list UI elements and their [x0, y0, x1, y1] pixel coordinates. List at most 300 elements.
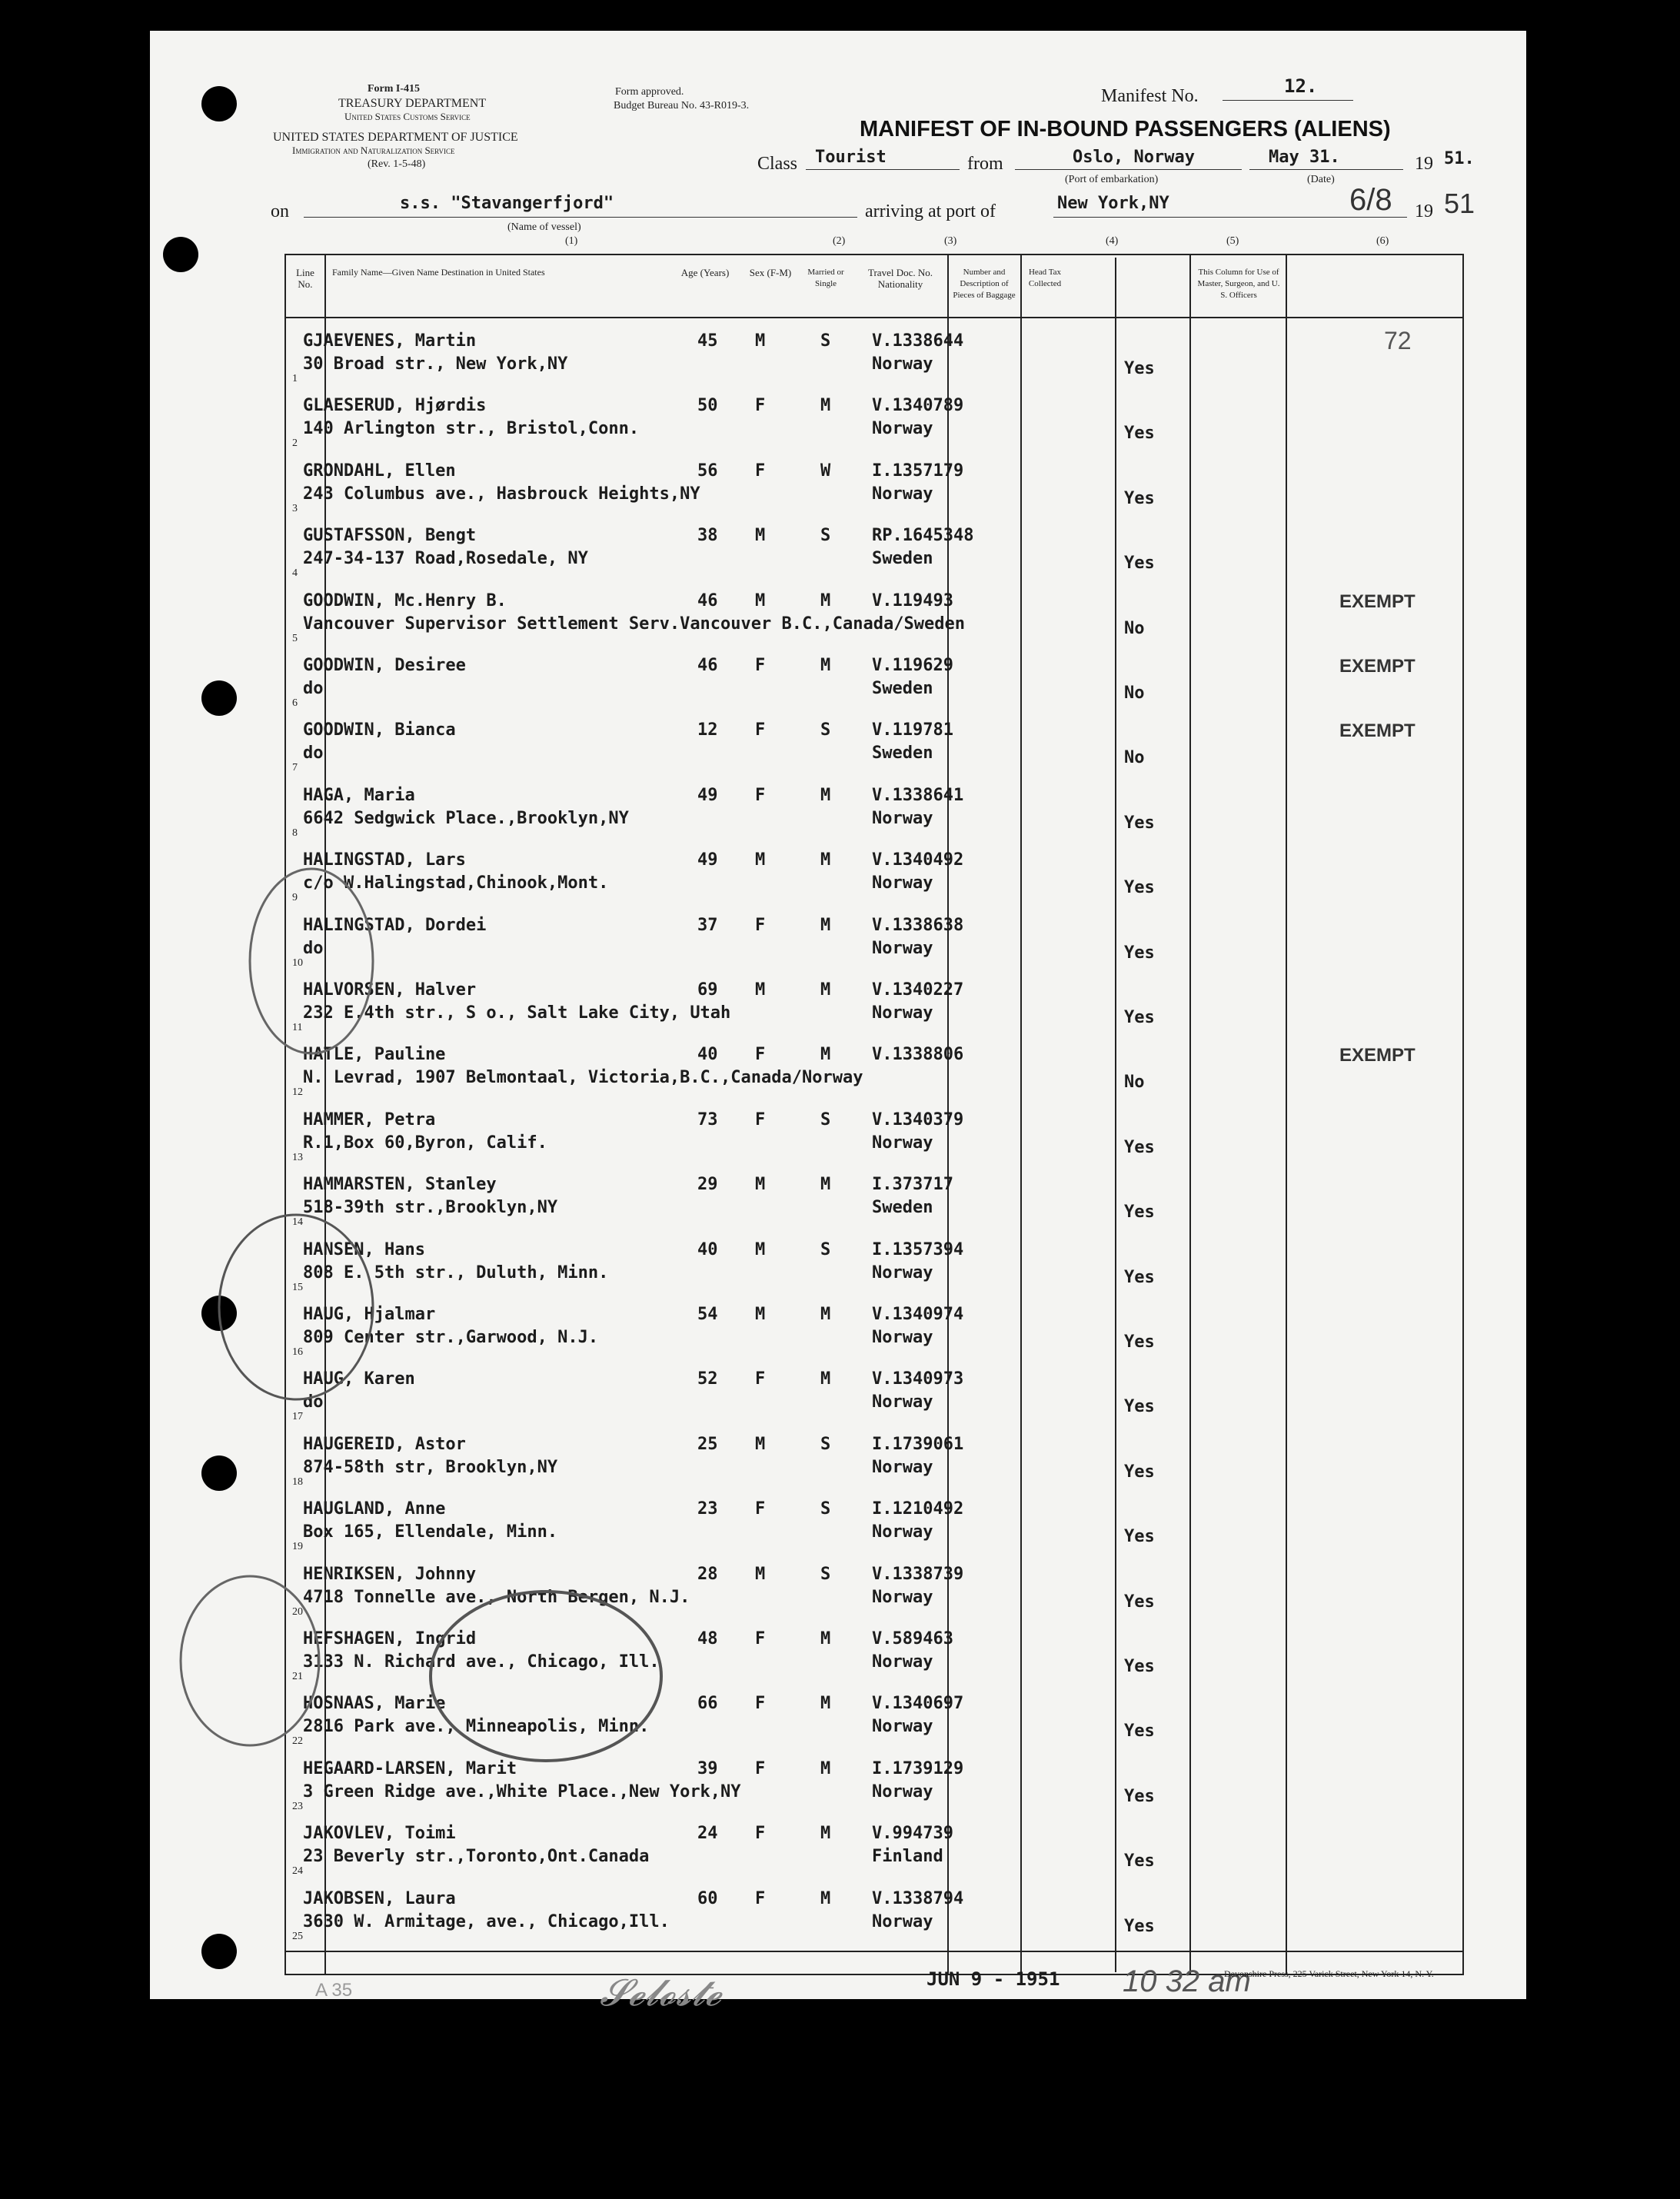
col-num-4: (4)	[1106, 235, 1119, 247]
travel-doc-number: I.1357394	[872, 1239, 964, 1259]
travel-doc-number: V.1338806	[872, 1045, 964, 1065]
col-num-5: (5)	[1226, 235, 1239, 247]
passenger-destination: 3630 W. Armitage, ave., Chicago,Ill.	[303, 1911, 670, 1931]
passenger-age: 40	[697, 1239, 718, 1259]
travel-doc-number: V.1340974	[872, 1305, 964, 1324]
header-officers: This Column for Use of Master, Surgeon, and U. S. Officers	[1197, 268, 1280, 300]
passenger-age: 24	[697, 1824, 718, 1844]
manifest-title: MANIFEST OF IN-BOUND PASSENGERS (ALIENS)	[860, 117, 1391, 141]
nationality: Sweden	[872, 549, 933, 569]
manifest-number: 12.	[1284, 75, 1318, 97]
table-row	[286, 1100, 1462, 1164]
header-divider	[286, 317, 1462, 318]
marital-status: S	[820, 1499, 831, 1519]
table-row	[286, 1489, 1462, 1553]
passenger-destination: 2816 Park ave., Minneapolis, Minn.	[303, 1717, 650, 1737]
passenger-name: HENRIKSEN, Johnny	[303, 1564, 477, 1584]
passenger-sex: M	[755, 591, 766, 610]
header-name: Family Name—Given Name Destination in United States	[332, 267, 545, 278]
line-number: 25	[292, 1930, 303, 1942]
from-label: from	[967, 154, 1003, 174]
marital-status: M	[820, 591, 831, 610]
handwritten-time: 10 32 am	[1123, 1964, 1251, 1998]
officer-note: EXEMPT	[1339, 720, 1416, 742]
head-tax: Yes	[1124, 1137, 1155, 1157]
travel-doc-number: V.1340697	[872, 1694, 964, 1714]
page-stamp-number: 72	[1384, 327, 1412, 354]
passenger-sex: F	[755, 396, 766, 416]
marital-status: S	[820, 1109, 831, 1129]
head-tax: Yes	[1124, 554, 1155, 574]
passenger-sex: F	[755, 1109, 766, 1129]
passenger-sex: F	[755, 915, 766, 935]
stamp-circle	[181, 1576, 319, 1745]
passenger-name: HAUGEREID, Astor	[303, 1434, 466, 1454]
officer-note: EXEMPT	[1339, 591, 1416, 612]
marital-status: M	[820, 396, 831, 416]
nationality: Sweden	[872, 679, 933, 698]
passenger-name: HEFSHAGEN, Ingrid	[303, 1629, 477, 1648]
passenger-destination: R.1,Box 60,Byron, Calif.	[303, 1133, 547, 1153]
marital-status: M	[820, 1045, 831, 1065]
passenger-sex: F	[755, 720, 766, 740]
passenger-name: GRONDAHL, Ellen	[303, 461, 456, 481]
from-value: Oslo, Norway	[1073, 148, 1195, 167]
nationality: Norway	[872, 1522, 933, 1542]
passenger-age: 38	[697, 526, 718, 546]
line-number: 11	[292, 1022, 303, 1033]
table-row	[286, 840, 1462, 904]
nationality: Norway	[872, 1133, 933, 1153]
marital-status: W	[820, 461, 831, 481]
marital-status: M	[820, 1369, 831, 1389]
nationality: Norway	[872, 419, 933, 439]
passenger-destination: 30 Broad str., New York,NY	[303, 354, 568, 374]
date-underline	[1249, 169, 1403, 170]
travel-doc-number: V.119493	[872, 591, 953, 610]
nationality: Norway	[872, 1587, 933, 1607]
travel-doc-number: V.994739	[872, 1824, 953, 1844]
footer-divider	[286, 1951, 1462, 1952]
travel-doc-number: V.1340379	[872, 1109, 964, 1129]
passenger-destination: 140 Arlington str., Bristol,Conn.	[303, 419, 640, 439]
bottom-ref: A 35	[315, 1980, 353, 2001]
nationality: Sweden	[872, 1198, 933, 1218]
line-number: 22	[292, 1735, 303, 1748]
marital-status: S	[820, 526, 831, 546]
inspector-signature: 𝓢𝓮𝓵𝓸𝓼𝓽𝓮	[600, 1973, 722, 2014]
head-tax: Yes	[1124, 359, 1155, 378]
form-number: Form I-415	[368, 83, 421, 95]
marital-status: M	[820, 1305, 831, 1324]
header-baggage: Number and Description of Pieces of Baggage	[953, 268, 1016, 300]
line-number: 2	[292, 437, 298, 450]
marital-status: M	[820, 1694, 831, 1714]
passenger-sex: F	[755, 1499, 766, 1519]
passenger-age: 39	[697, 1758, 718, 1778]
table-row	[286, 1424, 1462, 1489]
travel-doc-number: I.1739061	[872, 1434, 964, 1454]
line-number: 3	[292, 502, 298, 514]
nationality: Norway	[872, 1003, 933, 1023]
passenger-destination: 808 E. 5th str., Duluth, Minn.	[303, 1263, 609, 1282]
marital-status: M	[820, 1629, 831, 1648]
line-number: 18	[292, 1475, 303, 1488]
line-number: 4	[292, 567, 298, 580]
passenger-sex: M	[755, 331, 766, 351]
passenger-destination: c/o W.Halingstad,Chinook,Mont.	[303, 873, 609, 893]
line-number: 5	[292, 632, 298, 644]
table-row	[286, 1229, 1462, 1294]
date-caption: (Date)	[1307, 174, 1335, 185]
passenger-name: HAUG, Karen	[303, 1369, 415, 1389]
passenger-age: 29	[697, 1175, 718, 1195]
head-tax: No	[1124, 618, 1145, 638]
passenger-name: GOODWIN, Bianca	[303, 720, 456, 740]
nationality: Norway	[872, 873, 933, 893]
passenger-name: GUSTAFSSON, Bengt	[303, 526, 477, 546]
passenger-name: HOSNAAS, Marie	[303, 1694, 446, 1714]
header-line-no: Line No.	[296, 267, 314, 290]
passenger-name: HALINGSTAD, Dordei	[303, 915, 487, 935]
passenger-destination: 6642 Sedgwick Place.,Brooklyn,NY	[303, 808, 629, 828]
passenger-sex: F	[755, 461, 766, 481]
marital-status: S	[820, 331, 831, 351]
form-approved: Form approved.	[615, 86, 684, 98]
nationality: Norway	[872, 484, 933, 504]
travel-doc-number: V.119781	[872, 720, 953, 740]
passenger-age: 23	[697, 1499, 718, 1519]
passenger-name: GJAEVENES, Martin	[303, 331, 477, 351]
passenger-destination: 243 Columbus ave., Hasbrouck Heights,NY	[303, 484, 700, 504]
passenger-sex: M	[755, 850, 766, 870]
line-number: 19	[292, 1541, 303, 1553]
nationality: Norway	[872, 1457, 933, 1477]
form-budget: Budget Bureau No. 43-R019-3.	[614, 100, 750, 111]
header-age: Age (Years)	[680, 267, 730, 278]
vessel-underline	[304, 217, 857, 218]
passenger-name: HALINGSTAD, Lars	[303, 850, 466, 870]
line-number: 14	[292, 1216, 303, 1229]
table-row	[286, 970, 1462, 1034]
marital-status: M	[820, 1175, 831, 1195]
marital-status: S	[820, 1564, 831, 1584]
travel-doc-number: V.1340789	[872, 396, 964, 416]
passenger-sex: F	[755, 1824, 766, 1844]
passenger-age: 45	[697, 331, 718, 351]
head-tax: Yes	[1124, 813, 1155, 833]
head-tax: Yes	[1124, 1462, 1155, 1482]
col-num-1: (1)	[565, 235, 578, 247]
head-tax: Yes	[1124, 1851, 1155, 1871]
col-divider-head-tax	[1115, 258, 1116, 1972]
class-underline	[806, 169, 960, 170]
head-tax: Yes	[1124, 1332, 1155, 1352]
marital-status: S	[820, 720, 831, 740]
marital-status: M	[820, 1824, 831, 1844]
table-row	[286, 515, 1462, 580]
passenger-sex: M	[755, 1239, 766, 1259]
on-label: on	[271, 201, 289, 221]
header-married: Married or Single	[807, 268, 844, 288]
arrival-date-handwritten: 6/8	[1349, 183, 1392, 217]
form-justice: UNITED STATES DEPARTMENT OF JUSTICE	[273, 131, 518, 144]
passenger-sex: M	[755, 1305, 766, 1324]
passenger-age: 66	[697, 1694, 718, 1714]
manifest-label: Manifest No.	[1101, 86, 1199, 106]
table-row	[286, 581, 1462, 645]
marital-status: M	[820, 1758, 831, 1778]
travel-doc-number: I.1357179	[872, 461, 964, 481]
passenger-sex: M	[755, 1175, 766, 1195]
head-tax: Yes	[1124, 1008, 1155, 1027]
passenger-sex: F	[755, 1045, 766, 1065]
passenger-age: 12	[697, 720, 718, 740]
head-tax: No	[1124, 748, 1145, 768]
class-label: Class	[757, 154, 798, 174]
head-tax: Yes	[1124, 1397, 1155, 1417]
passenger-sex: M	[755, 526, 766, 546]
line-number: 24	[292, 1865, 303, 1878]
table-row	[286, 1034, 1462, 1099]
nationality: Norway	[872, 1911, 933, 1931]
passenger-age: 49	[697, 785, 718, 805]
passenger-name: HATLE, Pauline	[303, 1045, 446, 1065]
head-tax: Yes	[1124, 1203, 1155, 1223]
col-num-2: (2)	[833, 235, 846, 247]
passenger-age: 54	[697, 1305, 718, 1324]
passenger-name: JAKOVLEV, Toimi	[303, 1824, 456, 1844]
passenger-age: 69	[697, 980, 718, 1000]
passenger-age: 52	[697, 1369, 718, 1389]
marital-status: M	[820, 656, 831, 675]
line-number: 15	[292, 1281, 303, 1293]
stamp-circle	[219, 1215, 373, 1399]
from-underline	[1015, 169, 1242, 170]
passenger-sex: M	[755, 1434, 766, 1454]
travel-doc-number: V.1338638	[872, 915, 964, 935]
received-stamp: JUN 9 - 1951	[926, 1968, 1060, 1990]
passenger-name: HAUG, Hjalmar	[303, 1305, 436, 1324]
manifest-underline	[1223, 100, 1353, 101]
nationality: Norway	[872, 1263, 933, 1282]
header-sex: Sex (F-M)	[749, 267, 792, 278]
passenger-destination: 23 Beverly str.,Toronto,Ont.Canada	[303, 1847, 650, 1867]
passenger-age: 40	[697, 1045, 718, 1065]
passenger-age: 28	[697, 1564, 718, 1584]
head-tax: Yes	[1124, 943, 1155, 963]
line-number: 20	[292, 1605, 303, 1618]
line-number: 16	[292, 1346, 303, 1358]
passenger-sex: F	[755, 1888, 766, 1908]
col-num-3: (3)	[944, 235, 957, 247]
head-tax: No	[1124, 1073, 1145, 1093]
marital-status: S	[820, 1239, 831, 1259]
travel-doc-number: I.1739129	[872, 1758, 964, 1778]
table-row	[286, 385, 1462, 450]
header-travel-doc: Travel Doc. No. Nationality	[867, 267, 933, 290]
officer-note: EXEMPT	[1339, 1045, 1416, 1066]
travel-doc-number: I.1210492	[872, 1499, 964, 1519]
line-number: 8	[292, 827, 298, 839]
passenger-destination: Box 165, Ellendale, Minn.	[303, 1522, 558, 1542]
passenger-name: HAGA, Maria	[303, 785, 415, 805]
passenger-name: GOODWIN, Desiree	[303, 656, 466, 675]
arrival-year-handwritten: 51	[1444, 188, 1475, 219]
port-caption: (Port of embarkation)	[1065, 174, 1159, 185]
table-row	[286, 1294, 1462, 1359]
passenger-name: HAUGLAND, Anne	[303, 1499, 446, 1519]
table-row	[286, 1813, 1462, 1878]
passenger-name: GLAESERUD, Hjørdis	[303, 396, 487, 416]
form-service: United States Customs Service	[344, 111, 471, 122]
printer-credit: Devonshire Press, 225 Varick Street, New York 14, N. Y.	[1224, 1968, 1434, 1979]
passenger-age: 56	[697, 461, 718, 481]
passenger-destination: do	[303, 744, 324, 763]
passenger-destination: 3 Green Ridge ave.,White Place.,New York,NY	[303, 1781, 741, 1801]
passenger-sex: F	[755, 1694, 766, 1714]
passenger-destination: 809 Center str.,Garwood, N.J.	[303, 1328, 599, 1347]
passenger-age: 46	[697, 591, 718, 610]
table-row	[286, 1164, 1462, 1229]
passenger-age: 37	[697, 915, 718, 935]
passenger-destination: do	[303, 938, 324, 958]
nationality: Norway	[872, 1392, 933, 1412]
marital-status: M	[820, 850, 831, 870]
year-prefix: 19	[1415, 154, 1433, 174]
passenger-age: 73	[697, 1109, 718, 1129]
passenger-destination: do	[303, 679, 324, 698]
head-tax: Yes	[1124, 1722, 1155, 1742]
passenger-name: HAMMER, Petra	[303, 1109, 436, 1129]
head-tax: Yes	[1124, 1786, 1155, 1806]
passenger-name: HEGAARD-LARSEN, Marit	[303, 1758, 517, 1778]
travel-doc-number: V.589463	[872, 1629, 953, 1648]
marital-status: M	[820, 915, 831, 935]
table-row	[286, 1878, 1462, 1943]
nationality: Norway	[872, 1781, 933, 1801]
head-tax: Yes	[1124, 488, 1155, 508]
head-tax: Yes	[1124, 878, 1155, 898]
travel-doc-number: V.1340973	[872, 1369, 964, 1389]
travel-doc-number: V.1338739	[872, 1564, 964, 1584]
form-ins: Immigration and Naturalization Service	[292, 145, 455, 156]
line-number: 23	[292, 1800, 303, 1812]
passenger-name: HAMMARSTEN, Stanley	[303, 1175, 497, 1195]
passenger-destination: 3133 N. Richard ave., Chicago, Ill.	[303, 1652, 660, 1672]
stamp-circle	[431, 1592, 661, 1761]
form-revision: (Rev. 1-5-48)	[368, 158, 426, 170]
travel-doc-number: RP.1645348	[872, 526, 974, 546]
passenger-destination: 4718 Tonnelle ave., North Bergen, N.J.	[303, 1587, 690, 1607]
passenger-name: HALVORSEN, Halver	[303, 980, 477, 1000]
vessel-name: s.s. "Stavangerfjord"	[400, 194, 614, 213]
passenger-destination: N. Levrad, 1907 Belmontaal, Victoria,B.C.,Canada/Norway	[303, 1068, 863, 1088]
arriving-label: arriving at port of	[865, 201, 996, 221]
passenger-age: 25	[697, 1434, 718, 1454]
head-tax: Yes	[1124, 1527, 1155, 1547]
table-row	[286, 645, 1462, 710]
binder-hole	[201, 86, 237, 121]
passenger-destination: 518-39th str.,Brooklyn,NY	[303, 1198, 558, 1218]
nationality: Norway	[872, 1717, 933, 1737]
travel-doc-number: V.119629	[872, 656, 953, 675]
arrival-year-prefix: 19	[1415, 201, 1433, 221]
nationality: Norway	[872, 938, 933, 958]
table-row	[286, 321, 1462, 385]
line-number: 17	[292, 1411, 303, 1423]
passenger-destination: 232 E.4th str., S o., Salt Lake City, Utah	[303, 1003, 731, 1023]
nationality: Norway	[872, 1652, 933, 1672]
table-row	[286, 905, 1462, 970]
line-number: 13	[292, 1151, 303, 1163]
table-row	[286, 775, 1462, 840]
marital-status: M	[820, 1888, 831, 1908]
passenger-age: 50	[697, 396, 718, 416]
passenger-destination: 874-58th str, Brooklyn,NY	[303, 1457, 558, 1477]
col-num-6: (6)	[1376, 235, 1389, 247]
passenger-age: 49	[697, 850, 718, 870]
head-tax: No	[1124, 684, 1145, 703]
travel-doc-number: V.1340227	[872, 980, 964, 1000]
passenger-age: 60	[697, 1888, 718, 1908]
line-number: 7	[292, 762, 298, 774]
passenger-sex: F	[755, 1629, 766, 1648]
passenger-age: 46	[697, 656, 718, 675]
passenger-age: 48	[697, 1629, 718, 1648]
travel-doc-number: V.1340492	[872, 850, 964, 870]
passenger-name: GOODWIN, Mc.Henry B.	[303, 591, 507, 610]
passenger-sex: F	[755, 656, 766, 675]
nationality: Norway	[872, 1328, 933, 1347]
travel-doc-number: V.1338794	[872, 1888, 964, 1908]
binder-hole	[201, 680, 237, 716]
passenger-sex: F	[755, 1369, 766, 1389]
table-row	[286, 1359, 1462, 1423]
year-value: 51.	[1444, 149, 1475, 168]
marital-status: M	[820, 980, 831, 1000]
nationality: Sweden	[872, 744, 933, 763]
line-number: 21	[292, 1671, 303, 1682]
line-number: 6	[292, 697, 298, 709]
line-number: 9	[292, 892, 298, 904]
ink-stamp-marks-2	[400, 1561, 692, 1791]
passenger-sex: M	[755, 1564, 766, 1584]
nationality: Norway	[872, 354, 933, 374]
class-value: Tourist	[815, 148, 887, 167]
head-tax: Yes	[1124, 1592, 1155, 1612]
marital-status: M	[820, 785, 831, 805]
travel-doc-number: V.1338644	[872, 331, 964, 351]
header-head-tax: Head Tax Collected	[1028, 268, 1062, 288]
table-row	[286, 710, 1462, 774]
vessel-caption: (Name of vessel)	[507, 221, 581, 233]
passenger-sex: F	[755, 1758, 766, 1778]
head-tax: Yes	[1124, 1916, 1155, 1936]
passenger-name: JAKOBSEN, Laura	[303, 1888, 456, 1908]
line-number: 12	[292, 1086, 303, 1099]
passenger-sex: M	[755, 980, 766, 1000]
table-row	[286, 451, 1462, 515]
passenger-destination: do	[303, 1392, 324, 1412]
passenger-name: HANSEN, Hans	[303, 1239, 425, 1259]
binder-hole	[163, 237, 198, 272]
travel-doc-number: V.1338641	[872, 785, 964, 805]
line-number: 10	[292, 956, 303, 969]
date-value: May 31.	[1269, 148, 1340, 167]
passenger-destination: Vancouver Supervisor Settlement Serv.Vancouver B.C.,Canada/Sweden	[303, 614, 965, 634]
passenger-sex: F	[755, 785, 766, 805]
